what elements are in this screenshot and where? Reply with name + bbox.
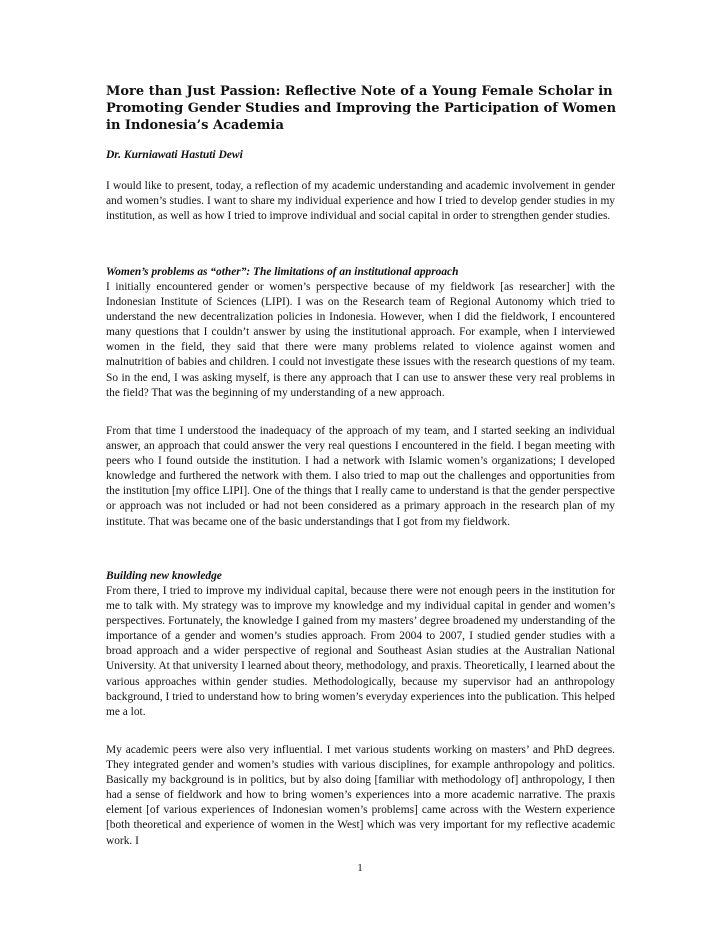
body-paragraph: I initially encountered gender or women’s perspective because of my fieldwork [as researcher] with the Indonesian Institute of Sciences (LIPI). I was on the Research team of Regional Autonomy which tried to understand the new decentralization policies in Indonesia. However, when I did the fieldwork, I encountered many questions that I couldn’t answer by using the institutional approach. For example, when I interviewed women in the field, they said that there were many problems related to violence against women and malnutrition of babies and children. I could not investigate these issues with the research questions of my team. So in the end, I was asking myself, is there any approach that I can use to answer these very real problems in the field? That was the beginning of my understanding of a new approach. [106,281,615,399]
body-paragraph: My academic peers were also very influential. I met various students working on masters’ and PhD degrees. They integrated gender and women’s studies with various disciplines, for example anthropology and politics. Basically my background is in politics, but by also doing [familiar with methodology of] anthropology, I then had a sense of fieldwork and how to bring women’s experiences into a more academic narrative. The praxis element [of various experiences of Indonesian women’s problems] came across with the Western experience [both theoretical and experience of women in the West] which was very important for my reflective academic work. I [106,744,615,847]
section-heading-institutional-approach: Women’s problems as “other”: The limitations of an institutional approach [106,266,459,278]
intro-paragraph: I would like to present, today, a reflection of my academic understanding and academic involvement in gender and women’s studies. I want to share my individual experience and how I tried to develop gender studies in my institution, as well as how I tried to improve individual and social capital in order to strengthen gender studies. [106,180,615,223]
document-title: More than Just Passion: Reflective Note of a Young Female Scholar in Promoting Gender Studies and Improving the Participation of Women in Indonesia’s Academia [106,84,617,133]
page-number: 1 [357,862,363,874]
author-name: Dr. Kurniawati Hastuti Dewi [106,149,243,161]
body-paragraph: From that time I understood the inadequacy of the approach of my team, and I started seeking an individual answer, an approach that could answer the very real questions I encountered in the field. I began meeting with peers who I found outside the institution. I had a network with Islamic women’s organizations; I developed knowledge and furthered the network with them. I also tried to map out the challenges and opportunities from the institution [my office LIPI]. One of the things that I really came to understand is that the gender perspective or approach was not included or had not been considered as a primary approach in the research plan of my institute. That was became one of the basic understandings that I got from my fieldwork. [106,425,615,528]
section-heading-building-knowledge: Building new knowledge [106,570,222,582]
body-paragraph: From there, I tried to improve my individual capital, because there were not enough peers in the institution for me to talk with. My strategy was to improve my knowledge and my individual capital in gender and women’s perspectives. Fortunately, the knowledge I gained from my masters’ degree broadened my understanding of the importance of a gender and women’s studies approach. From 2004 to 2007, I studied gender studies with a broad approach and a wider perspective of regional and Southeast Asian studies at the Australian National University. At that university I learned about theory, methodology, and praxis. Theoretically, I learned about the various approaches within gender studies. Methodologically, because my supervisor had an anthropology background, I tried to understand how to bring women’s everyday experiences into the publication. This helped me a lot. [106,585,615,718]
